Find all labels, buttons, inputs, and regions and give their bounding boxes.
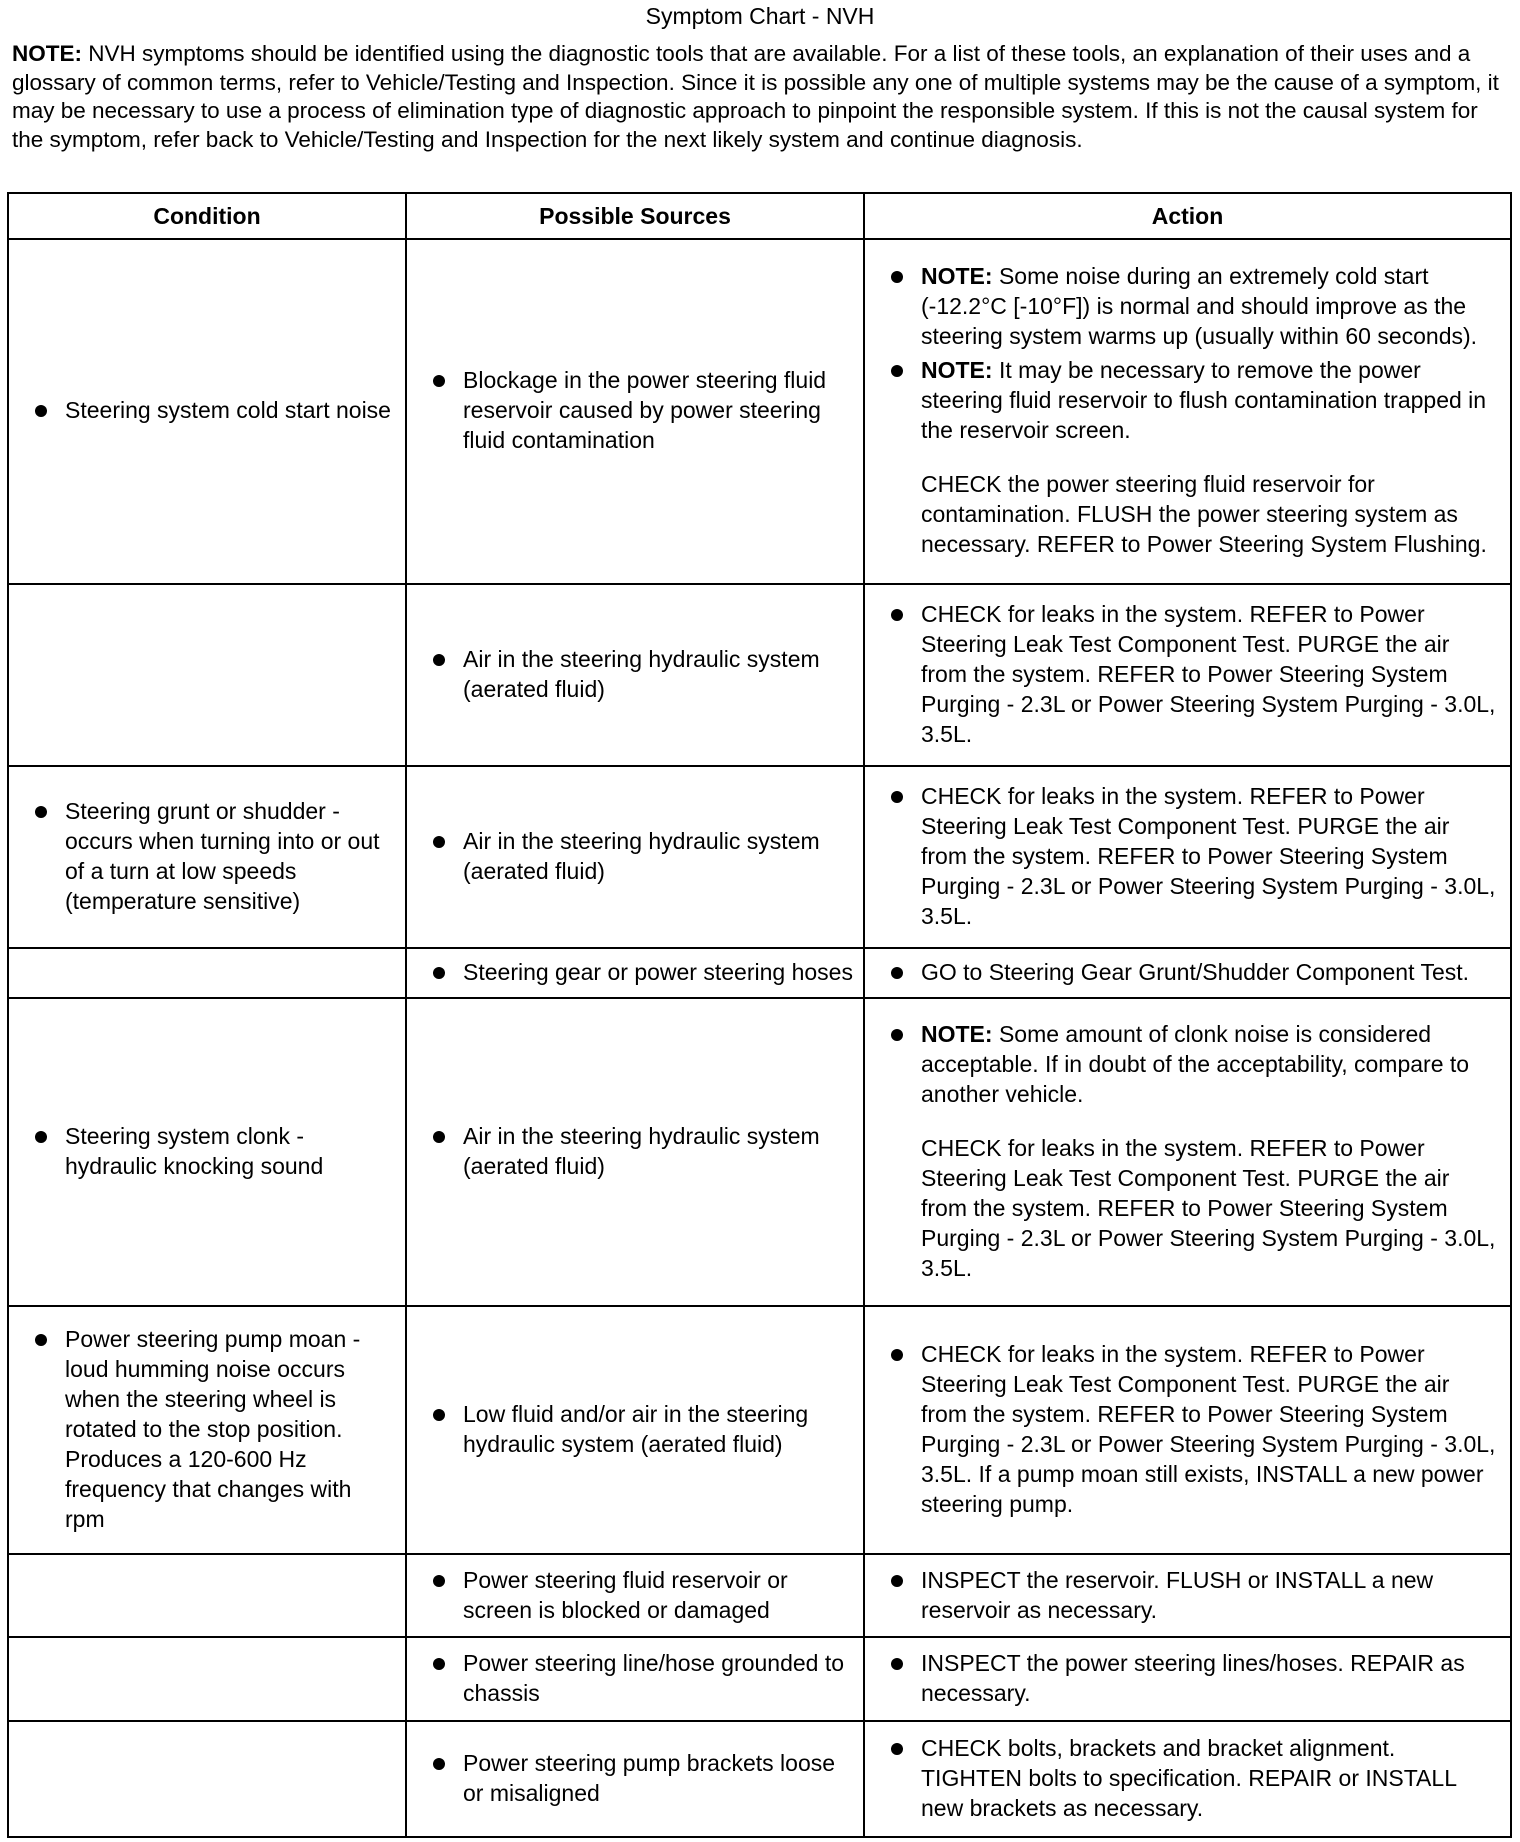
condition-cell bbox=[8, 1637, 406, 1720]
source-text: Low fluid and/or air in the steering hydraulic system (aerated fluid) bbox=[417, 1399, 853, 1459]
action-text bbox=[921, 781, 1500, 931]
condition-text: Steering system cold start noise bbox=[19, 395, 395, 425]
bullet-icon bbox=[891, 365, 903, 377]
source-text: Blockage in the power steering fluid reservoir caused by power steering fluid contamination bbox=[417, 365, 853, 455]
header-condition: Condition bbox=[8, 193, 406, 239]
action-item bbox=[875, 1565, 1500, 1625]
source-cell bbox=[406, 998, 864, 1305]
action-cell bbox=[864, 1554, 1511, 1637]
condition-text: Steering system clonk - hydraulic knocking sound bbox=[19, 1121, 395, 1181]
source-cell bbox=[406, 1554, 864, 1637]
action-body: CHECK for leaks in the system. REFER to Power Steering Leak Test Component Test. PURGE the air from the system. REFER to Power Steering System Purging - 2.3L or Power Steering System Purging - 3.0L, 3.5L. bbox=[921, 782, 1496, 929]
header-possible-sources: Possible Sources bbox=[406, 193, 864, 239]
bullet-icon bbox=[891, 1029, 903, 1041]
note-text: NVH symptoms should be identified using the diagnostic tools that are available. For a list of these tools, an explanation of their uses and a glossary of common terms, refer to Vehicle/Testing and Inspection. Since it is possible any one of multiple systems may be the cause of a symptom, it may be necessary to use a process of elimination type of diagnostic approach to pinpoint the responsible system. If this is not the causal system for the symptom, refer back to Vehicle/Testing and Inspection for the next likely system and continue diagnosis. bbox=[12, 41, 1499, 152]
bullet-icon bbox=[891, 271, 903, 283]
bullet-icon bbox=[891, 1658, 903, 1670]
condition-cell bbox=[8, 584, 406, 766]
action-text bbox=[921, 1565, 1500, 1625]
source-text: Air in the steering hydraulic system (aerated fluid) bbox=[417, 826, 853, 886]
intro-note bbox=[12, 40, 1512, 154]
bullet-icon bbox=[891, 1349, 903, 1361]
action-body: INSPECT the power steering lines/hoses. REPAIR as necessary. bbox=[921, 1649, 1465, 1706]
action-text bbox=[921, 355, 1500, 445]
condition-cell bbox=[8, 1554, 406, 1637]
action-item bbox=[875, 1339, 1500, 1519]
table-row bbox=[8, 998, 1511, 1305]
bullet-icon bbox=[891, 609, 903, 621]
table-body bbox=[8, 239, 1511, 1837]
action-note-label: NOTE: bbox=[921, 1021, 993, 1048]
page-title: Symptom Chart - NVH bbox=[645, 3, 875, 29]
action-body: CHECK for leaks in the system. REFER to Power Steering Leak Test Component Test. PURGE the air from the system. REFER to Power Steering System Purging - 2.3L or Power Steering System Purging - 3.0L, 3.5L. If a pump moan still exists, INSTALL a new power steering pump. bbox=[921, 1340, 1496, 1517]
action-cell bbox=[864, 1637, 1511, 1720]
action-item bbox=[875, 781, 1500, 931]
bullet-icon bbox=[891, 791, 903, 803]
action-item bbox=[875, 957, 1500, 987]
action-cell bbox=[864, 1721, 1511, 1837]
action-text bbox=[921, 1733, 1500, 1823]
table-row bbox=[8, 1637, 1511, 1720]
source-cell bbox=[406, 766, 864, 948]
action-cell bbox=[864, 584, 1511, 766]
condition-cell bbox=[8, 1306, 406, 1554]
action-note-label: NOTE: bbox=[921, 357, 993, 384]
action-text bbox=[921, 1339, 1500, 1519]
action-followup: CHECK for leaks in the system. REFER to Power Steering Leak Test Component Test. PURGE the air from the system. REFER to Power Steering System Purging - 2.3L or Power Steering System Purging - 3.0L, 3.5L. bbox=[921, 1135, 1496, 1282]
note-label: NOTE: bbox=[12, 41, 82, 66]
action-item bbox=[875, 355, 1500, 559]
action-body: CHECK bolts, brackets and bracket alignment. TIGHTEN bolts to specification. REPAIR or INSTALL new brackets as necessary. bbox=[921, 1734, 1457, 1821]
table-row bbox=[8, 1306, 1511, 1554]
action-body: GO to Steering Gear Grunt/Shudder Component Test. bbox=[921, 959, 1470, 986]
action-cell bbox=[864, 948, 1511, 998]
action-body: Some noise during an extremely cold start (-12.2°C [-10°F]) is normal and should improve as the steering system warms up (usually within 60 seconds). bbox=[921, 263, 1478, 350]
condition-text: Power steering pump moan - loud humming noise occurs when the steering wheel is rotated to the stop position. Produces a 120-600 Hz frequency that changes with rpm bbox=[19, 1324, 395, 1534]
source-cell bbox=[406, 239, 864, 584]
action-text bbox=[921, 599, 1500, 749]
table-row bbox=[8, 239, 1511, 584]
condition-cell bbox=[8, 239, 406, 584]
source-text: Power steering fluid reservoir or screen is blocked or damaged bbox=[417, 1565, 853, 1625]
action-text bbox=[921, 1648, 1500, 1708]
action-body: Some amount of clonk noise is considered acceptable. If in doubt of the acceptability, compare to another vehicle. bbox=[921, 1021, 1470, 1108]
condition-text: Steering grunt or shudder - occurs when turning into or out of a turn at low speeds (temperature sensitive) bbox=[19, 796, 395, 916]
action-note-label: NOTE: bbox=[921, 263, 993, 290]
action-cell bbox=[864, 1306, 1511, 1554]
source-cell bbox=[406, 1721, 864, 1837]
action-body: CHECK for leaks in the system. REFER to Power Steering Leak Test Component Test. PURGE the air from the system. REFER to Power Steering System Purging - 2.3L or Power Steering System Purging - 3.0L, 3.5L. bbox=[921, 600, 1496, 747]
source-text: Power steering pump brackets loose or misaligned bbox=[417, 1748, 853, 1808]
action-cell bbox=[864, 998, 1511, 1305]
header-action: Action bbox=[864, 193, 1511, 239]
action-text bbox=[921, 1019, 1500, 1109]
bullet-icon bbox=[891, 967, 903, 979]
condition-cell bbox=[8, 948, 406, 998]
table-row bbox=[8, 1721, 1511, 1837]
action-body: It may be necessary to remove the power steering fluid reservoir to flush contamination trapped in the reservoir screen. bbox=[921, 357, 1487, 444]
source-cell bbox=[406, 584, 864, 766]
action-item bbox=[875, 261, 1500, 351]
action-body: INSPECT the reservoir. FLUSH or INSTALL a new reservoir as necessary. bbox=[921, 1566, 1434, 1623]
action-item bbox=[875, 1019, 1500, 1283]
source-text: Power steering line/hose grounded to chassis bbox=[417, 1648, 853, 1708]
table-header-row bbox=[8, 193, 1511, 239]
symptom-chart-table bbox=[7, 192, 1512, 1838]
action-cell bbox=[864, 766, 1511, 948]
source-cell bbox=[406, 1637, 864, 1720]
action-text bbox=[921, 261, 1500, 351]
source-text: Air in the steering hydraulic system (aerated fluid) bbox=[417, 644, 853, 704]
action-followup: CHECK the power steering fluid reservoir for contamination. FLUSH the power steering system as necessary. REFER to Power Steering System Flushing. bbox=[921, 471, 1487, 558]
source-cell bbox=[406, 1306, 864, 1554]
source-cell bbox=[406, 948, 864, 998]
bullet-icon bbox=[891, 1743, 903, 1755]
source-text: Steering gear or power steering hoses bbox=[417, 957, 853, 987]
table-row bbox=[8, 766, 1511, 948]
action-item bbox=[875, 1733, 1500, 1823]
source-text: Air in the steering hydraulic system (aerated fluid) bbox=[417, 1121, 853, 1181]
condition-cell bbox=[8, 1721, 406, 1837]
condition-cell bbox=[8, 766, 406, 948]
action-item bbox=[875, 599, 1500, 749]
action-text bbox=[921, 957, 1500, 987]
bullet-icon bbox=[891, 1575, 903, 1587]
table-row bbox=[8, 584, 1511, 766]
table-row bbox=[8, 948, 1511, 998]
condition-cell bbox=[8, 998, 406, 1305]
action-cell bbox=[864, 239, 1511, 584]
table-row bbox=[8, 1554, 1511, 1637]
action-item bbox=[875, 1648, 1500, 1708]
